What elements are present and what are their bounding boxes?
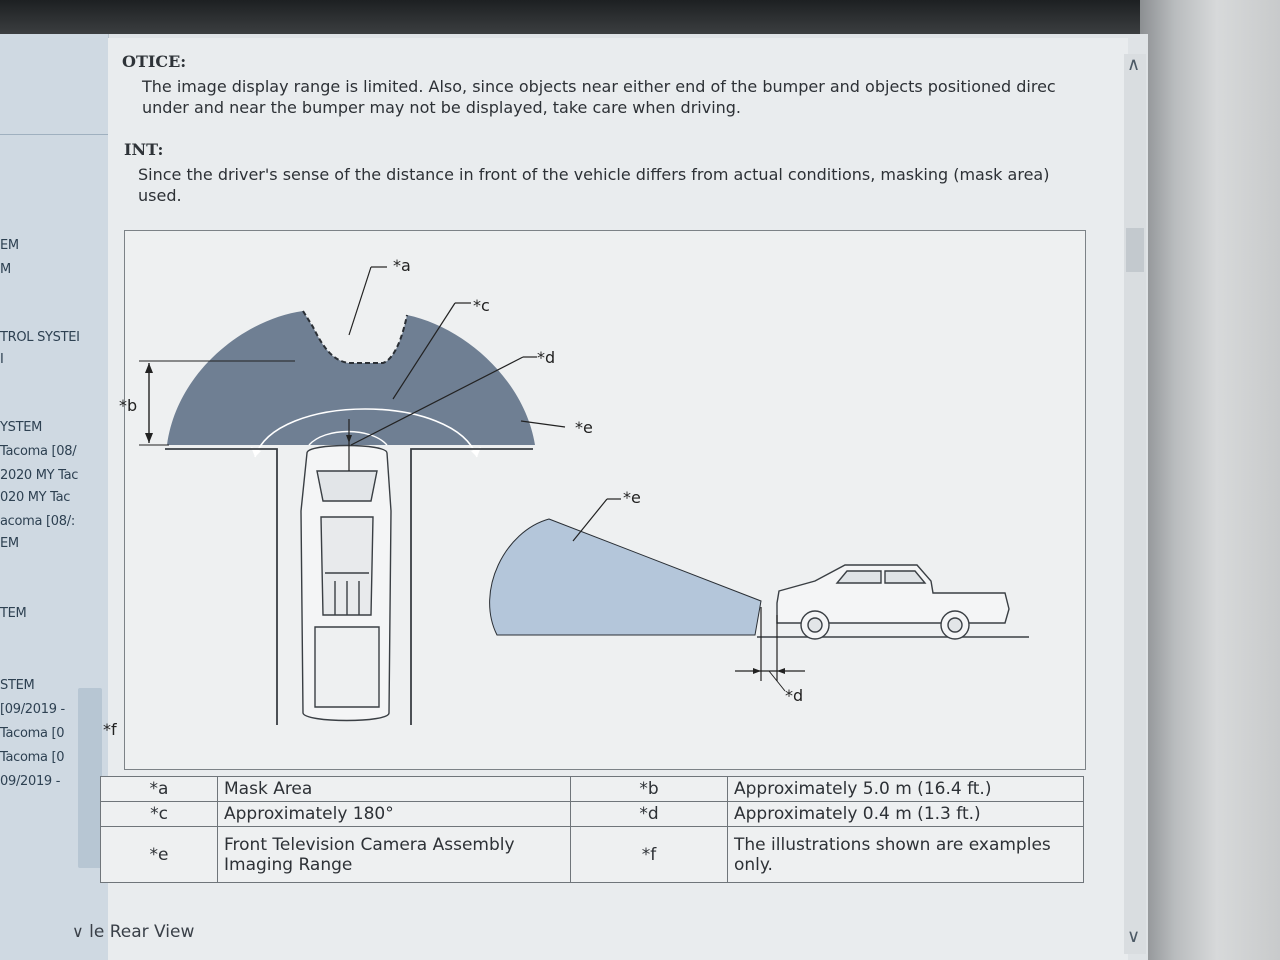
callout-c: *c bbox=[473, 296, 490, 315]
legend-key: *e bbox=[101, 827, 218, 883]
nav-item[interactable]: acoma [08/: bbox=[0, 514, 75, 529]
legend-table bbox=[100, 776, 1084, 883]
legend-value-line: The illustrations shown are examples bbox=[734, 834, 1051, 855]
sidebar-scrollbar[interactable] bbox=[78, 688, 102, 868]
legend-key: *b bbox=[571, 777, 728, 802]
legend-row bbox=[101, 777, 1084, 802]
chevron-down-icon: ∨ bbox=[72, 922, 84, 941]
nav-item[interactable]: TROL SYSTEI bbox=[0, 330, 80, 345]
legend-value: Approximately 180° bbox=[218, 802, 571, 827]
legend-value bbox=[728, 827, 1084, 883]
nav-item[interactable]: I bbox=[0, 352, 4, 367]
notice-text-line2: under and near the bumper may not be displayed, take care when driving. bbox=[142, 98, 742, 117]
legend-key: *d bbox=[571, 802, 728, 827]
chevron-up-icon[interactable]: ∧ bbox=[1127, 54, 1141, 75]
section-title: le Rear View bbox=[89, 922, 195, 942]
notice-heading: OTICE: bbox=[122, 52, 187, 71]
nav-item[interactable]: Tacoma [08/ bbox=[0, 444, 77, 459]
nav-item[interactable]: TEM bbox=[0, 606, 27, 621]
legend-value: Approximately 0.4 m (1.3 ft.) bbox=[728, 802, 1084, 827]
legend-value-line: Front Television Camera Assembly bbox=[224, 834, 515, 855]
legend-key: *c bbox=[101, 802, 218, 827]
side-view-imaging-range bbox=[490, 519, 761, 635]
nav-item[interactable]: YSTEM bbox=[0, 420, 43, 435]
chevron-down-icon[interactable]: ∨ bbox=[1127, 926, 1141, 947]
legend-key: *a bbox=[101, 777, 218, 802]
nav-item[interactable]: 020 MY Tac bbox=[0, 490, 71, 505]
navigation-sidebar bbox=[0, 34, 109, 960]
sidebar-divider bbox=[0, 134, 108, 135]
nav-item[interactable]: [09/2019 - bbox=[0, 702, 65, 717]
legend-value-line: only. bbox=[734, 854, 773, 875]
nav-item[interactable]: EM bbox=[0, 536, 19, 551]
nav-item[interactable]: Tacoma [0 bbox=[0, 750, 65, 765]
scrollbar-thumb[interactable] bbox=[1126, 228, 1144, 272]
legend-value bbox=[218, 827, 571, 883]
nav-item[interactable]: EM bbox=[0, 238, 19, 253]
nav-item[interactable]: STEM bbox=[0, 678, 35, 693]
legend-value: Mask Area bbox=[218, 777, 571, 802]
top-view-imaging-range bbox=[167, 311, 535, 445]
callout-b: *b bbox=[119, 396, 138, 415]
callout-d-top: *d bbox=[537, 348, 556, 367]
legend-row bbox=[101, 827, 1084, 883]
nav-item[interactable]: 09/2019 - bbox=[0, 774, 61, 789]
hint-text-line2: used. bbox=[138, 186, 182, 205]
screen bbox=[0, 34, 1148, 960]
truck-side-view bbox=[777, 565, 1009, 639]
legend-row bbox=[101, 802, 1084, 827]
callout-e-top: *e bbox=[575, 418, 593, 437]
callout-d-side: *d bbox=[785, 686, 804, 705]
section-toggle-rear-view[interactable] bbox=[72, 922, 194, 942]
callout-a: *a bbox=[393, 256, 411, 275]
monitor-bezel-top bbox=[0, 0, 1160, 34]
legend-value-line: Imaging Range bbox=[224, 854, 353, 875]
callout-f: *f bbox=[103, 720, 117, 739]
camera-range-illustration bbox=[103, 230, 1086, 770]
document-scrollbar[interactable] bbox=[1124, 54, 1146, 954]
truck-top-view bbox=[301, 446, 391, 721]
legend-key: *f bbox=[571, 827, 728, 883]
illustration-svg bbox=[103, 231, 1085, 769]
monitor-bezel-right bbox=[1140, 0, 1280, 960]
notice-text-line1: The image display range is limited. Also, since objects near either end of the bumper and objects positioned direc bbox=[142, 77, 1056, 96]
hint-text-line1: Since the driver's sense of the distance in front of the vehicle differs from actual conditions, masking (mask area) bbox=[138, 165, 1050, 184]
callout-e-side: *e bbox=[623, 488, 641, 507]
nav-item[interactable]: M bbox=[0, 262, 11, 277]
nav-item[interactable]: Tacoma [0 bbox=[0, 726, 65, 741]
nav-item[interactable]: 2020 MY Tac bbox=[0, 468, 79, 483]
hint-heading: INT: bbox=[124, 140, 164, 159]
legend-value: Approximately 5.0 m (16.4 ft.) bbox=[728, 777, 1084, 802]
